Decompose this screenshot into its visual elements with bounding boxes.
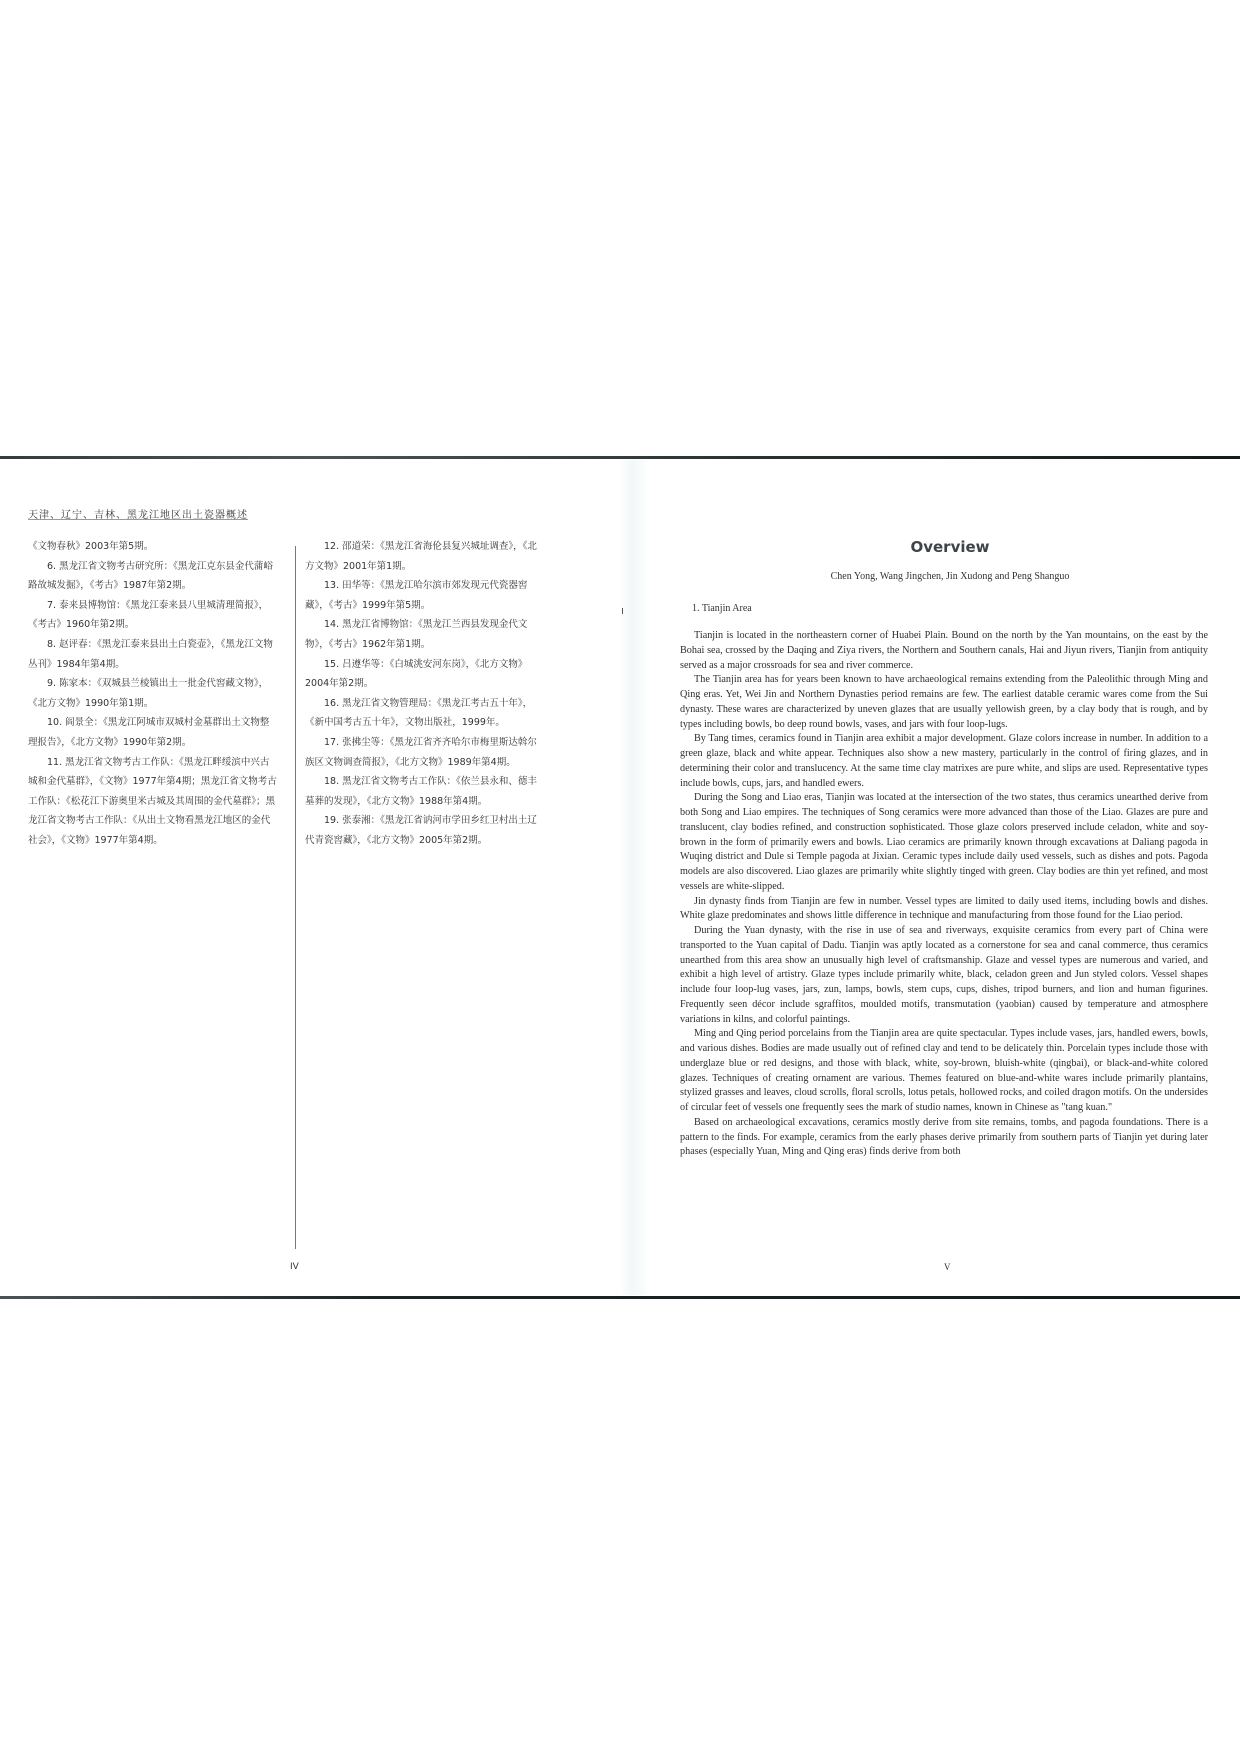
note-item: 16. 黑龙江省文物管理局：《黑龙江考古五十年》，《新中国考古五十年》，文物出版社，1999年。 <box>305 697 533 729</box>
page-number-right: V <box>944 1262 951 1272</box>
paragraph: Jin dynasty finds from Tianjin are few in number. Vessel types are limited to daily used items, including bowls and dishes. White glaze predominates and shows little difference in technique and manufacturing from those found for the Liao period. <box>680 895 1208 922</box>
gutter-mark <box>622 608 623 614</box>
note-item: 11. 黑龙江省文物考古工作队：《黑龙江畔绥滨中兴古城和金代墓群》，《文物》1977年第4期；黑龙江省文物考古工作队：《松花江下游奥里米古城及其周围的金代墓群》；黑龙江省文物考古工作队：《从出土文物看黑龙江地区的金代社会》，《文物》1977年第4期。 <box>28 756 277 846</box>
note-item: 8. 赵评春：《黑龙江泰来县出土白瓷壶》，《黑龙江文物丛刊》1984年第4期。 <box>28 638 273 670</box>
body-text <box>680 629 1208 1160</box>
page-number-left: IV <box>290 1262 299 1272</box>
paragraph: The Tianjin area has for years been known to have archaeological remains extending from the Paleolithic through Ming and Qing eras. Yet, Wei Jin and Northern Dynasties period remains are few. The earliest datable ceramic wares come from the Sui dynasty. These wares are characterized by uneven glazes that are usually yellowish green, by a clay body that is rough, and by types including bowls, bo deep round bowls, vases, and jars with four loop-lugs. <box>680 674 1208 730</box>
bottom-page-edge <box>0 1296 1240 1299</box>
paragraph: During the Yuan dynasty, with the rise in use of sea and riverways, exquisite ceramics from every part of China were transported to the Yuan capital of Dadu. Tianjin was aptly located as a cornerstone for sea and canal commerce, thus ceramics unearthed from this area show an unusually high level of craftsmanship. Glaze and vessel types are numerous and varied, and exhibit a high level of artistry. Glaze types include primarily white, black, celadon green and Jun styled colors. Vessel shapes include four loop-lug vases, jars, zun, lamps, bowls, stem cups, cups, dishes, tripod burners, and lion and human figurines. Frequently seen décor include sgraffitos, moulded motifs, transmutation (yaobian) caused by temperature and atmosphere variations in kilns, and colorful paintings. <box>680 925 1208 1025</box>
note-item: 13. 田华等：《黑龙江哈尔滨市郊发现元代瓷器窖藏》，《考古》1999年第5期。 <box>305 580 528 611</box>
note-item: 18. 黑龙江省文物考古工作队：《依兰县永和、德丰墓葬的发现》，《北方文物》1988年第4期。 <box>305 776 537 807</box>
top-page-edge <box>0 456 1240 459</box>
note-item: 9. 陈家本：《双城县兰棱镇出土一批金代窖藏文物》，《北方文物》1990年第1期。 <box>28 678 269 709</box>
note-item: 6. 黑龙江省文物考古研究所：《黑龙江克东县金代蒲峪路故城发掘》，《考古》1987年第2期。 <box>28 560 273 592</box>
authors-line: Chen Yong, Wang Jingchen, Jin Xudong and Peng Shanguo <box>830 571 1070 582</box>
paragraph: During the Song and Liao eras, Tianjin was located at the intersection of the two states, thus ceramics unearthed derive from both Song and Liao empires. The techniques of Song ceramics were more advanced than those of the Liao. Glazes are pure and translucent, clay bodies refined, and construction sophisticated. Those glaze colors preserved include celadon, white and soy-brown in the form of primarily ewers and bowls. Liao ceramics are primarily known through excavations at Daliang pagoda in Wuqing district and Dule si Temple pagoda at Jixian. Ceramic types include daily used vessels, such as dishes and pots. Pagoda models are also discovered. Liao glazes are primarily white slightly tinged with green. Clay bodies are thin yet refined, and most vessels are white-slipped. <box>680 792 1208 892</box>
page-title: Overview <box>910 538 990 556</box>
section-heading: 1. Tianjin Area <box>692 603 752 614</box>
paragraph: Ming and Qing period porcelains from the Tianjin area are quite spectacular. Types include vases, jars, handled ewers, bowls, and various dishes. Bodies are made usually out of refined clay and tend to be delicately thin. Porcelain types include those with underglaze blue or red designs, and those with black, white, soy-brown, bluish-white (qingbai), or black-and-white colored glazes. Techniques of creating ornament are various. Themes featured on blue-and-white wares include primarily plantains, stylized grasses and leaves, cloud scrolls, floral scrolls, lotus petals, hollowed rocks, and coiled dragon motifs. On the undersides of circular feet of vessels one frequently sees the mark of studio names, known in Chinese as "tang kuan." <box>680 1028 1208 1113</box>
running-head: 天津、辽宁、吉林、黑龙江地区出土瓷器概述 <box>28 510 248 521</box>
note-item: 15. 吕遵华等：《白城洮安河东岗》，《北方文物》2004年第2期。 <box>305 658 528 690</box>
note-item: 12. 邵道荣：《黑龙江省海伦县复兴城址调查》，《北方文物》2001年第1期。 <box>305 541 537 572</box>
notes-column-right <box>305 537 540 851</box>
note-item: 10. 阎景全：《黑龙江阿城市双城村金墓群出土文物整理报告》，《北方文物》1990年第2期。 <box>28 717 270 748</box>
note-item: 17. 张拂尘等：《黑龙江省齐齐哈尔市梅里斯达斡尔族区文物调查简报》，《北方文物》1989年第4期。 <box>305 736 537 768</box>
paragraph: Tianjin is located in the northeastern corner of Huabei Plain. Bound on the north by the Yan mountains, on the east by the Bohai sea, crossed by the Daqing and Ziya rivers, the Northern and Southern canals, Hai and Jiyun rivers, Tianjin from antiquity served as a major crossroads for sea and river commerce. <box>680 630 1208 671</box>
column-divider <box>295 546 296 1249</box>
notes-column-left <box>28 537 278 851</box>
paragraph: By Tang times, ceramics found in Tianjin area exhibit a major development. Glaze colors increase in number. In addition to a green glaze, black and white appear. Techniques also show a new mastery, particularly in the control of firing glazes, and in determining their color and translucency. At the same time clay matrixes are pure white, and slips are used. Representative types include bowls, cups, jars, and handled ewers. <box>680 733 1208 789</box>
note-item: 7. 泰来县博物馆：《黑龙江泰来县八里城清理简报》，《考古》1960年第2期。 <box>28 599 269 631</box>
note-item: 19. 张泰湘：《黑龙江省讷河市学田乡红卫村出土辽代青瓷窖藏》，《北方文物》2005年第2期。 <box>305 815 537 846</box>
note-item: 14. 黑龙江省博物馆：《黑龙江兰西县发现金代文物》，《考古》1962年第1期。 <box>305 619 528 650</box>
book-gutter <box>620 460 650 1295</box>
paragraph: Based on archaeological excavations, ceramics mostly derive from site remains, tombs, and pagoda foundations. There is a pattern to the finds. For example, ceramics from the early phases derive primarily from southern parts of Tianjin yet during later phases (especially Yuan, Ming and Qing eras) finds derive from both <box>680 1116 1208 1158</box>
note-item: 《文物春秋》2003年第5期。 <box>28 541 154 552</box>
